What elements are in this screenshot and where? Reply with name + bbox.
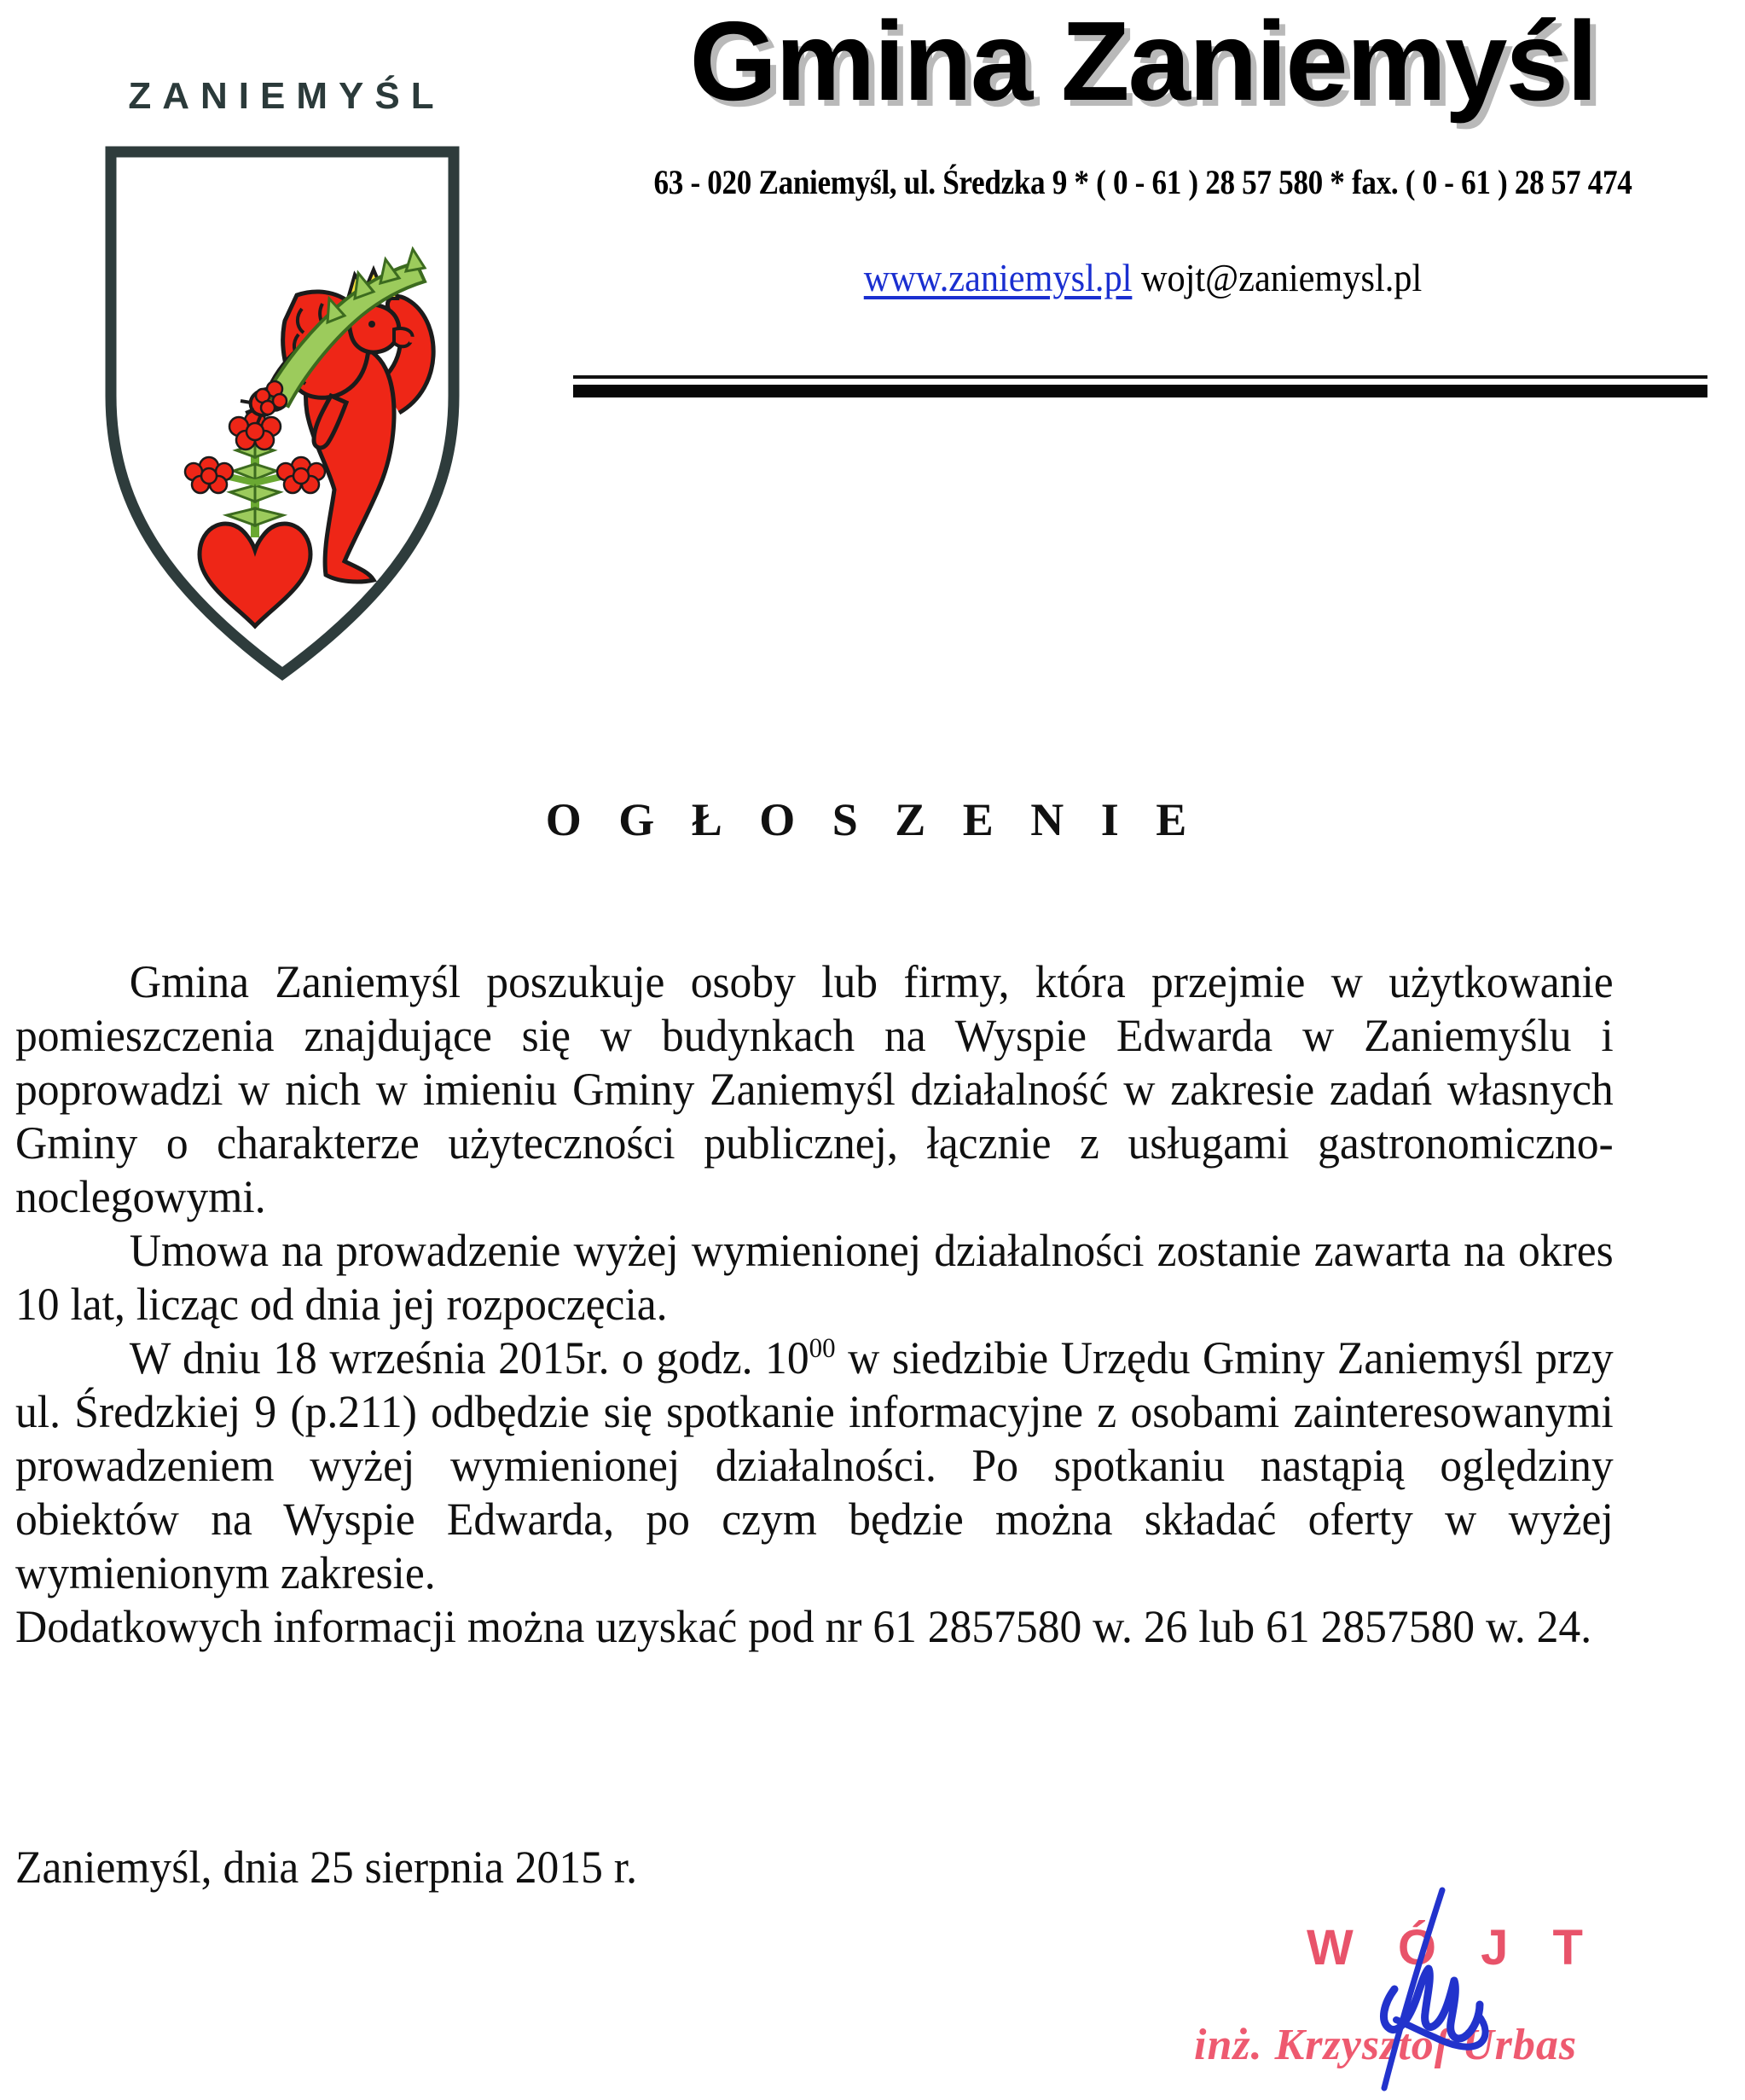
letterhead-text — [546, 0, 1740, 300]
organization-title: Gmina Zaniemyśl — [689, 0, 1597, 124]
time-minutes-superscript: 00 — [809, 1333, 836, 1364]
paragraph-3 — [15, 1331, 1614, 1600]
coat-of-arms-block — [82, 75, 483, 686]
stamp-title: W Ó J T — [1307, 1920, 1598, 1975]
paragraph-2: Umowa na prowadzenie wyżej wymienionej działalności zostanie zawarta na okres 10 lat, licząc od dnia jej rozpoczęcia. — [15, 1225, 1614, 1330]
paragraph-3-part-1: W dniu 18 września 2015r. o godz. 10 — [129, 1332, 809, 1384]
coat-of-arms-icon — [99, 140, 466, 686]
web-contact-line — [594, 255, 1692, 300]
paragraph-4: Dodatkowych informacji można uzyskać pod nr 61 2857580 w. 26 lub 61 2857580 w. 24. — [15, 1601, 1592, 1652]
paragraph-1: Gmina Zaniemyśl poszukuje osoby lub firmy, która przejmie w użytkowanie pomieszczenia znajdujące się w budynkach na Wyspie Edwarda w Zaniemyślu i poprowadzi w nich w imieniu Gminy Zaniemyśl działalność w zakresie zadań własnych Gminy o charakterze użyteczności publicznej, łącznie z usługami gastronomiczno-noclegowymi. — [15, 956, 1614, 1222]
letterhead — [0, 0, 1745, 563]
email-address: wojt@zaniemysl.pl — [1140, 256, 1423, 299]
contact-line: 63 - 020 Zaniemyśl, ul. Średzka 9 * ( 0 - 61 ) 28 57 580 * fax. ( 0 - 61 ) 28 57 474 — [653, 163, 1632, 201]
document-body — [15, 955, 1689, 1654]
divider-thick-rule — [573, 385, 1707, 397]
website-link[interactable]: www.zaniemysl.pl — [863, 256, 1133, 299]
paragraph-3-part-2: w siedzibie Urzędu Gminy Zaniemyśl przy ul. Średzkiej 9 (p.211) odbędzie się spotkanie informacyjne z osobami zainteresowanymi prowadzeniem wyżej wymienionej działalności. Po spotkaniu nastąpią oględziny obiektów na Wyspie Edwarda, po czym będzie można składać oferty w wyżej wymienionym zakresie. — [15, 1332, 1614, 1598]
header-divider — [573, 375, 1707, 397]
page-title: O G Ł O S Z E N I E — [545, 794, 1200, 845]
emblem-wordmark: ZANIEMYŚL — [128, 75, 445, 117]
signature-block — [1194, 1911, 1723, 2090]
date-line: Zaniemyśl, dnia 25 sierpnia 2015 r. — [15, 1842, 638, 1893]
stamp-name: inż. Krzysztof Urbas — [1194, 2021, 1578, 2069]
divider-gap — [573, 379, 1707, 385]
